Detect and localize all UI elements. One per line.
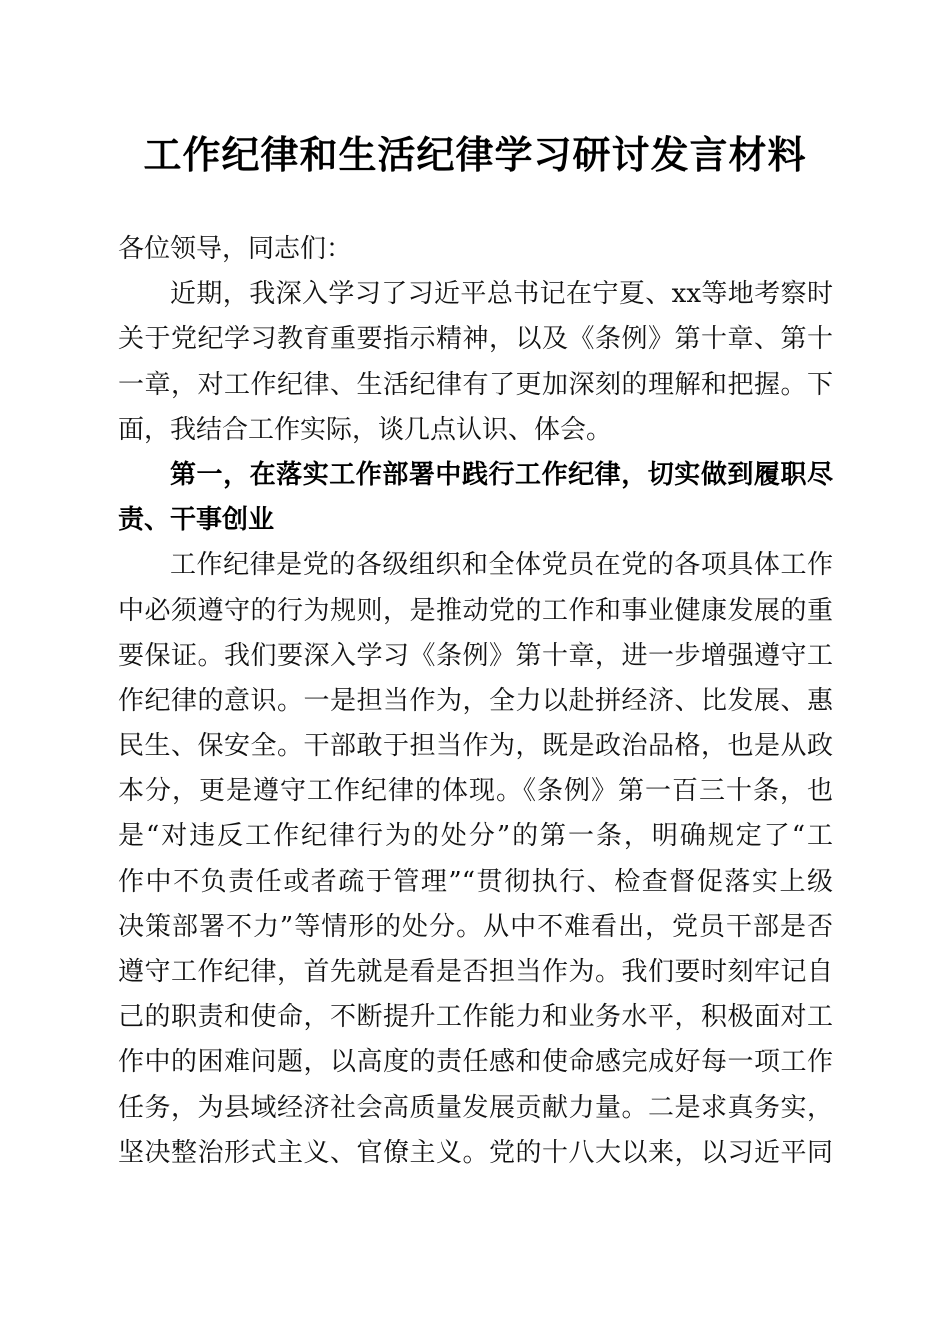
text-line: 本分，更是遵守工作纪律的体现。《条例》第一百三十条，也 [118,776,833,807]
text-line: 责、干事创业 [118,505,275,536]
text-line: 己的职责和使命，不断提升工作能力和业务水平，积极面对工 [118,1002,833,1033]
text-line: 是“对违反工作纪律行为的处分”的第一条，明确规定了“工 [118,821,833,852]
document-body [118,227,833,1176]
document-title: 工作纪律和生活纪律学习研讨发言材料 [143,132,807,177]
text-line: 一章，对工作纪律、生活纪律有了更加深刻的理解和把握。下 [118,369,833,400]
text-line: 要保证。我们要深入学习《条例》第十章，进一步增强遵守工 [118,640,833,671]
text-line: 作中的困难问题，以高度的责任感和使命感完成好每一项工作 [118,1047,833,1078]
text-line: 决策部署不力”等情形的处分。从中不难看出，党员干部是否 [118,911,833,942]
text-line: 第一，在落实工作部署中践行工作纪律，切实做到履职尽 [170,459,833,490]
text-line: 遵守工作纪律，首先就是看是否担当作为。我们要时刻牢记自 [118,957,833,987]
text-line: 作中不负责任或者疏于管理”“贯彻执行、检查督促落实上级 [118,866,833,897]
text-line: 任务，为县域经济社会高质量发展贡献力量。二是求真务实， [118,1092,833,1123]
text-line: 作纪律的意识。一是担当作为，全力以赴拼经济、比发展、惠 [118,685,833,716]
text-line: 中必须遵守的行为规则，是推动党的工作和事业健康发展的重 [118,595,833,626]
text-line: 坚决整治形式主义、官僚主义。党的十八大以来，以习近平同 [118,1137,833,1168]
text-line: 工作纪律是党的各级组织和全体党员在党的各项具体工作 [170,550,833,581]
text-line: 各位领导，同志们： [118,234,353,264]
text-line: 关于党纪学习教育重要指示精神，以及《条例》第十章、第十 [118,324,833,355]
text-line: 面，我结合工作实际，谈几点认识、体会。 [118,414,613,445]
text-line: 近期，我深入学习了习近平总书记在宁夏、xx等地考察时 [170,279,833,310]
text-line: 民生、保安全。干部敢于担当作为，既是政治品格，也是从政 [118,731,833,762]
